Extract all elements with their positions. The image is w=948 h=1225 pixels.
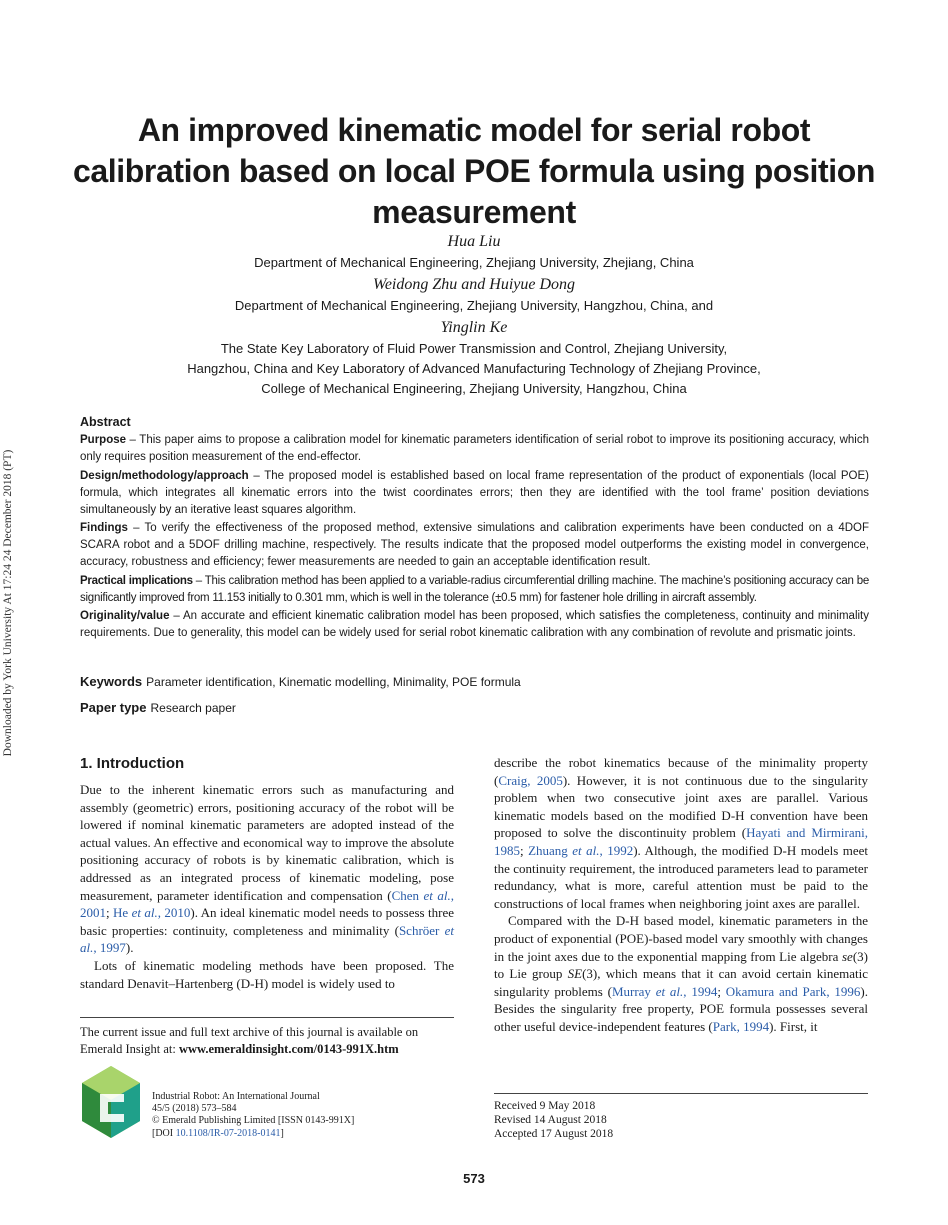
findings-text: – To verify the effectiveness of the proposed method, extensive simulations and calibration experiments have been conducted on a 4DOF SCARA robot and a 5DOF drilling machine, respectively. The results indicate that the proposed model outperforms the existing model in convergence, accuracy, robustness and efficiency; fewer measurements are needed to gain an acceptable identification result. [80, 522, 869, 568]
ref-chen-year: , 2001 [80, 887, 454, 921]
right-column-body [494, 754, 868, 1036]
keywords [80, 673, 869, 691]
abstract-purpose [80, 432, 869, 466]
ref-murray-author: Murray [611, 983, 656, 999]
left-column-body [80, 781, 454, 992]
intro-p3-sep: ; [520, 842, 529, 858]
author-3-affiliation-line-3: College of Mechanical Engineering, Zhejiang University, Hangzhou, China [261, 381, 687, 396]
keywords-label: Keywords [80, 674, 143, 689]
article-dates [494, 1099, 868, 1141]
ref-zhuang-author: Zhuang [528, 842, 573, 858]
math-se-arg: (3) [852, 948, 868, 964]
ref-park-1994[interactable]: Park, 1994 [712, 1018, 770, 1034]
abstract-heading: Abstract [80, 415, 131, 429]
access-line-2 [80, 1041, 454, 1058]
paper-type-label: Paper type [80, 700, 147, 715]
ref-okamura-1996[interactable]: Okamura and Park, 1996 [725, 983, 861, 999]
design-text: – The proposed model is established based on local frame representation of the product of exponentials (local POE) formula, which integrates all kinematic errors into the twist coordinates errors; then they are identified with the tool frame’ position deviations simultaneously by an iterative least squares algorithm. [80, 469, 869, 516]
journal-info [152, 1091, 452, 1140]
ref-zhuang-etal: et al. [572, 842, 600, 858]
intro-paragraph-3 [494, 754, 868, 912]
intro-p4-text-1: Compared with the D-H based model, kinematic parameters in the product of exponential (POE)-based model vary smoothly with changes in the joint axes due to the exponential mapping from Lie algebra [494, 913, 868, 964]
intro-p3-text-1: describe the robot kinematics because of the minimality property ( [494, 755, 868, 788]
doi-prefix: [DOI [152, 1127, 176, 1139]
purpose-text: – This paper aims to propose a calibration model for kinematic parameters identification of serial robot to improve its positioning accuracy, which only requires position measurement of the end-effector. [80, 434, 869, 463]
author-3-affiliation-line-1: The State Key Laboratory of Fluid Power Transmission and Control, Zhejiang University, [220, 341, 728, 356]
paper-title: An improved kinematic model for serial robot calibration based on local POE formula using position measurement [72, 112, 876, 230]
intro-p1-text-2: ). An ideal kinematic model needs to possess three basic properties: continuity, completeness and minimality ( [80, 905, 454, 938]
ref-craig-2005[interactable]: Craig, 2005 [498, 772, 563, 788]
ref-zhuang-1992[interactable] [528, 843, 633, 858]
ref-murray-etal: et al. [655, 983, 684, 999]
ref-hayati-1985[interactable]: Hayati and Mirmirani, 1985 [494, 825, 868, 858]
abstract-practical [80, 573, 869, 607]
originality-label: Originality/value [80, 610, 170, 622]
ref-chen-author: Chen [391, 887, 424, 903]
intro-p1-text-3: ). [125, 940, 134, 956]
intro-paragraph-4 [494, 912, 868, 1035]
ref-chen-etal: et al. [423, 887, 451, 903]
intro-p4-text-3: , which means that it can avoid certain kinematic singularity problems ( [494, 966, 869, 999]
journal-access-note [80, 1024, 454, 1058]
journal-doi [152, 1128, 452, 1140]
journal-publisher: © Emerald Publishing Limited [ISSN 0143-991X] [152, 1115, 355, 1127]
paper-type-value: Research paper [150, 701, 236, 715]
doi-link[interactable]: 10.1108/IR-07-2018-0141 [175, 1127, 281, 1139]
intro-paragraph-1 [80, 781, 454, 957]
download-watermark: Downloaded by York University At 17:24 24 December 2018 (PT) [2, 449, 14, 757]
ref-schroer-etal: et al. [80, 922, 454, 956]
abstract-originality [80, 608, 869, 642]
intro-p4-sep: ; [717, 983, 726, 999]
ref-schroer-year: , 1997 [93, 940, 126, 956]
ref-zhuang-year: , 1992 [599, 842, 634, 858]
paper-type [80, 699, 869, 717]
access-prefix: Emerald Insight at: [80, 1042, 179, 1056]
practical-label: Practical implications [80, 574, 193, 587]
author-2-affiliation: Department of Mechanical Engineering, Zhejiang University, Hangzhou, China, and [234, 298, 714, 313]
design-label: Design/methodology/approach [80, 469, 249, 482]
purpose-label: Purpose [80, 434, 127, 446]
ref-schroer-author: Schröer [398, 922, 445, 938]
intro-p3-text-3: ). Although, the modified D-H models meet the continuity requirement, the introduced parameters lead to parameter redundancy, what is more, careful attention must be paid to the constructions of local frames when neighboring joint axes are parallel. [494, 842, 868, 911]
intro-p1-text-1: Due to the inherent kinematic errors such as manufacturing and assembly (geometric) errors, positioning accuracy of the robot will be lowered if nominal kinematic parameters are adopted instead of the actual values. An effective and economical way to improve the absolute positioning accuracy of robots is by kinematic calibration, which is addressed as an integrated process of kinematic modeling, pose measurement, parameter identification and compensation ( [80, 782, 454, 903]
intro-paragraph-2: Lots of kinematic modeling methods have been proposed. The standard Denavit–Hartenberg (D-H) model is widely used to [80, 957, 454, 991]
ref-he-etal: et al. [131, 905, 158, 921]
ref-murray-year: , 1994 [683, 983, 718, 999]
date-accepted: Accepted 17 August 2018 [494, 1128, 614, 1140]
page-number: 573 [463, 1171, 485, 1186]
practical-text: – This calibration method has been applied to a variable-radius circumferential drilling machine. The machine’s positioning accuracy can be significantly improved from 11.153 initially to 0.301 mm, which is well in the tolerance (±0.5 mm) for fastener hole drilling in aircraft assembly. [80, 574, 869, 604]
author-1-affiliation: Department of Mechanical Engineering, Zhejiang University, Zhejiang, China [254, 255, 694, 270]
math-SE: SE [567, 966, 583, 982]
date-revised: Revised 14 August 2018 [494, 1114, 607, 1126]
journal-name: Industrial Robot: An International Journal [152, 1091, 320, 1102]
date-received: Received 9 May 2018 [494, 1100, 596, 1112]
originality-text: – An accurate and efficient kinematic calibration model has been proposed, which satisfies the completeness, continuity and minimality requirements. Due to generality, this model can be widely used for serial robot kinematic calibration with any combination of revolute and prismatic joints. [80, 610, 869, 639]
access-line-1: The current issue and full text archive of this journal is available on [80, 1025, 419, 1039]
intro-p4-text-4: ). Besides the singularity free property, POE formula possesses several other useful device-independent features ( [494, 983, 869, 1034]
ref-he-year: , 2010 [157, 905, 191, 921]
footnote-divider [80, 1017, 454, 1018]
abstract-findings [80, 520, 869, 571]
math-se: se [841, 948, 853, 964]
intro-p4-text-2: to Lie group [494, 966, 568, 982]
findings-label: Findings [80, 522, 128, 534]
dates-divider [494, 1093, 868, 1094]
ref-murray-1994[interactable] [612, 984, 717, 999]
doi-suffix: ] [280, 1127, 284, 1139]
author-1-name: Hua Liu [447, 233, 501, 250]
emerald-logo-icon [80, 1064, 142, 1142]
intro-p3-text-2: ). However, it is not continuous due to the singularity problem when two consecutive joint axes are parallel. Various kinematic models based on the modified D-H convention have been proposed to solve the discontinuity problem ( [494, 772, 868, 841]
ref-he-2010[interactable] [113, 905, 190, 920]
journal-volume: 45/5 (2018) 573–584 [152, 1103, 237, 1115]
abstract-design [80, 468, 869, 519]
access-url-link[interactable]: www.emeraldinsight.com/0143-991X.htm [178, 1042, 399, 1056]
math-SE-arg: (3) [582, 966, 598, 982]
section-heading-introduction: 1. Introduction [80, 755, 185, 772]
author-3-name: Yinglin Ke [440, 319, 508, 336]
abstract [80, 414, 869, 644]
ref-he-author: He [113, 905, 132, 921]
intro-p4-text-5: ). First, it [769, 1018, 818, 1034]
keywords-value: Parameter identification, Kinematic modelling, Minimality, POE formula [146, 675, 521, 689]
author-3-affiliation-line-2: Hangzhou, China and Key Laboratory of Advanced Manufacturing Technology of Zhejiang Province, [187, 361, 761, 376]
author-2-name: Weidong Zhu and Huiyue Dong [372, 276, 576, 293]
intro-p1-sep-1: ; [106, 905, 114, 921]
